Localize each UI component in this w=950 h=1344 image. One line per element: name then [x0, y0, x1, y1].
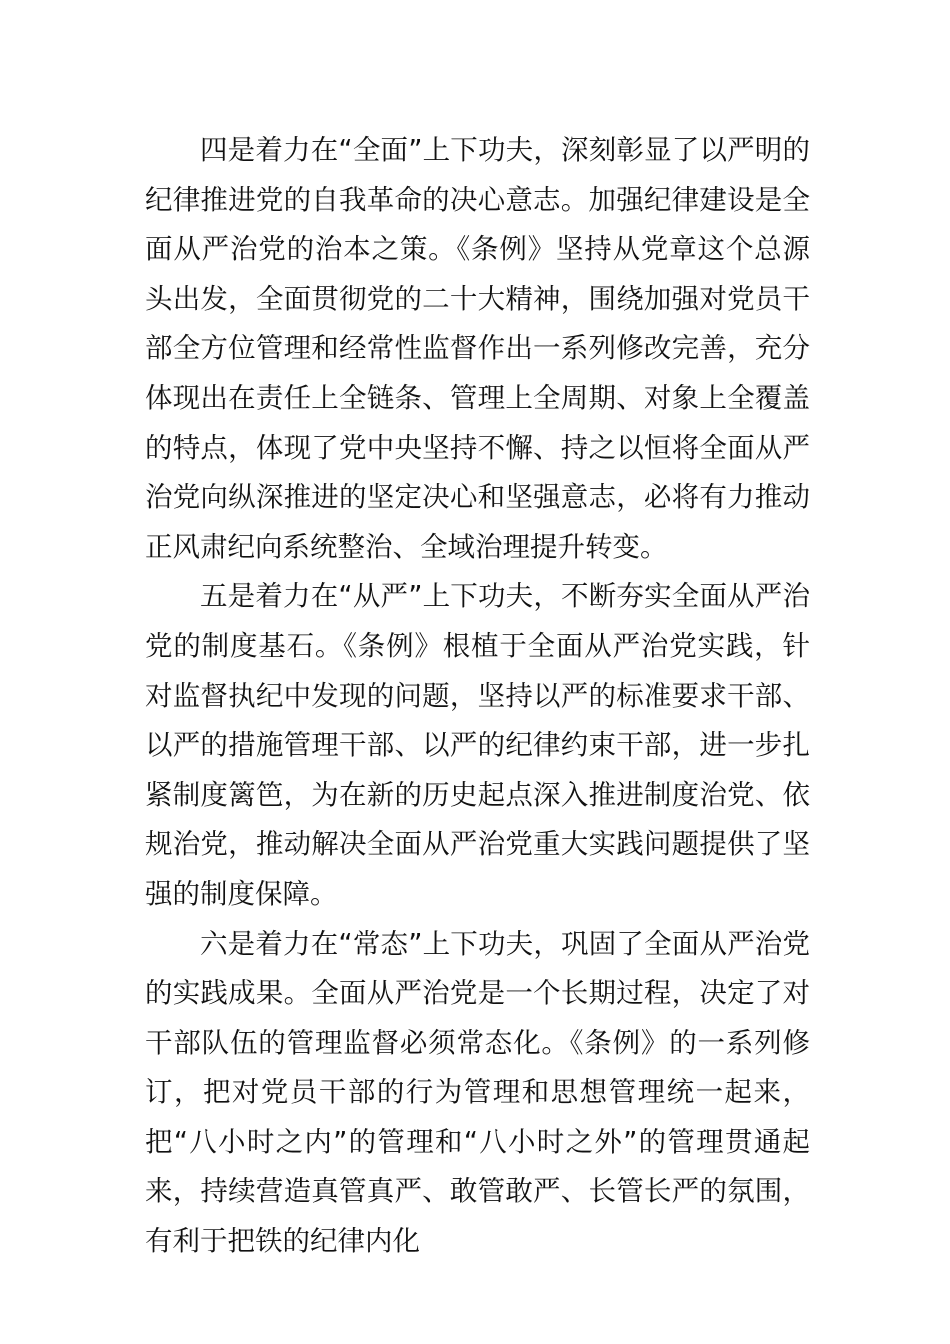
- paragraph-five: 五是着力在“从严”上下功夫，不断夯实全面从严治党的制度基石。《条例》根植于全面从严治党实践，针对监督执纪中发现的问题，坚持以严的标准要求干部、以严的措施管理干部、以严的纪律约束干部，进一步扎紧制度篱笆，为在新的历史起点深入推进制度治党、依规治党，推动解决全面从严治党重大实践问题提供了坚强的制度保障。: [145, 580, 810, 910]
- document-body: [145, 126, 810, 1267]
- paragraph-four: 四是着力在“全面”上下功夫，深刻彰显了以严明的纪律推进党的自我革命的决心意志。加强纪律建设是全面从严治党的治本之策。《条例》坚持从党章这个总源头出发，全面贯彻党的二十大精神，围绕加强对党员干部全方位管理和经常性监督作出一系列修改完善，充分体现出在责任上全链条、管理上全周期、对象上全覆盖的特点，体现了党中央坚持不懈、持之以恒将全面从严治党向纵深推进的坚定决心和坚强意志，必将有力推动正风肃纪向系统整治、全域治理提升转变。: [145, 134, 810, 563]
- paragraph-six: 六是着力在“常态”上下功夫，巩固了全面从严治党的实践成果。全面从严治党是一个长期过程，决定了对干部队伍的管理监督必须常态化。《条例》的一系列修订，把对党员干部的行为管理和思想管理统一起来，把“八小时之内”的管理和“八小时之外”的管理贯通起来，持续营造真管真严、敢管敢严、长管长严的氛围，有利于把铁的纪律内化: [145, 927, 810, 1258]
